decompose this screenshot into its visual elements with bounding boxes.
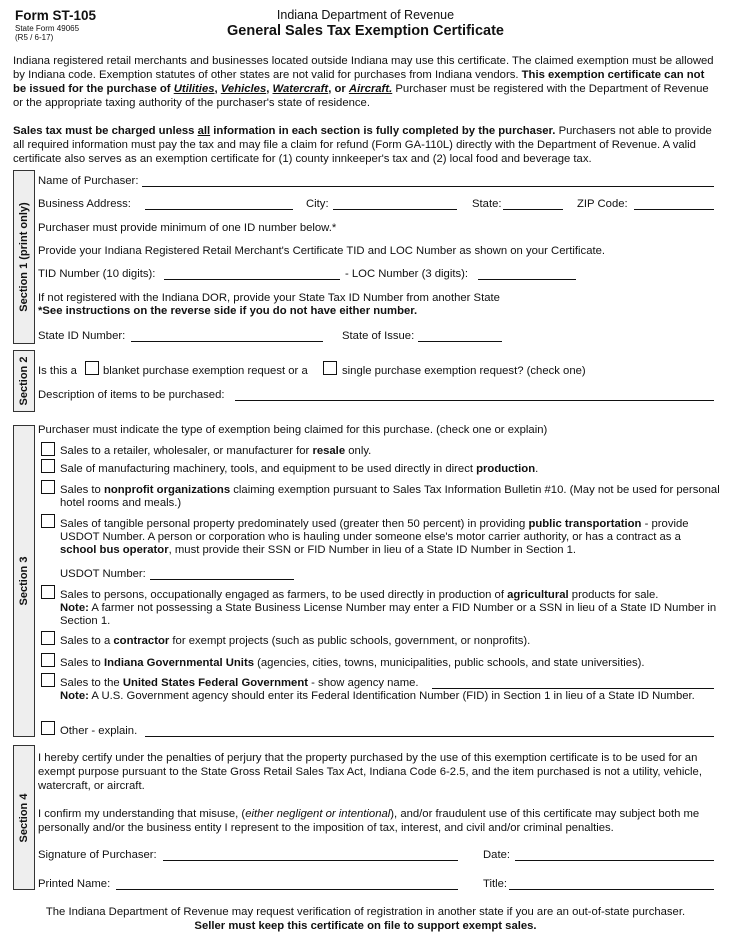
public-transportation-option bbox=[60, 518, 720, 557]
fed-text-c: - show agency name. bbox=[311, 677, 419, 689]
transport-text-c: - provide USDOT Number. A person or corporation who is hauling under someone else's motor carrier authority, or has a contract as a bbox=[60, 518, 689, 543]
blanket-purchase-checkbox[interactable] bbox=[85, 361, 99, 375]
loc-number-field[interactable] bbox=[478, 279, 576, 280]
signature-field[interactable] bbox=[163, 860, 458, 861]
certification-text: I hereby certify under the penalties of perjury that the property purchased by the use of this exemption certificate is to be used for an exempt purpose pursuant to the State Gross Retail Sales Tax Act, Indiana Code 6-2.5, and the item purchased is not a utility, vehicle, watercraft, or aircraft. bbox=[38, 752, 702, 792]
printed-name-field[interactable] bbox=[116, 889, 458, 890]
state-id-label: State ID Number: bbox=[38, 330, 126, 342]
section-1-label: Section 1 (print only) bbox=[18, 202, 30, 312]
zip-code-field[interactable] bbox=[634, 209, 714, 210]
is-this-label: Is this a bbox=[38, 365, 77, 377]
purchaser-name-label: Name of Purchaser: bbox=[38, 175, 139, 187]
agency-name-field[interactable] bbox=[432, 688, 714, 689]
city-field[interactable] bbox=[333, 209, 457, 210]
intro-bold-b: information in each section is fully completed by the purchaser. bbox=[213, 125, 556, 137]
gov-bold: Indiana Governmental Units bbox=[103, 657, 254, 669]
resale-option bbox=[60, 445, 720, 458]
title-field[interactable] bbox=[509, 889, 714, 890]
city-label: City: bbox=[306, 198, 329, 210]
state-of-issue-label: State of Issue: bbox=[342, 330, 415, 342]
contractor-text-c: for exempt projects (such as public schools, government, or nonprofits). bbox=[172, 635, 531, 647]
id-minimum-note: Purchaser must provide minimum of one ID number below.* bbox=[38, 222, 337, 234]
nonprofit-option bbox=[60, 484, 720, 510]
contractor-checkbox[interactable] bbox=[41, 631, 55, 645]
intro-paragraph-1: Indiana registered retail merchants and businesses located outside Indiana may use this certificate. The claimed exemption must be allowed by Indiana code. Exemption statutes of other states are not valid for purchases from Indiana vendors. This exemption certificate can not be issued for the purchase of Utilities, Vehicles, Watercraft, or Aircraft. Purchaser must be registered with the Department of Revenue or the appropriate taxing authority of the purchaser's state of residence. bbox=[13, 55, 714, 109]
other-checkbox[interactable] bbox=[41, 721, 55, 735]
intro-bold: This exemption certificate can not be issued for the purchase of bbox=[13, 69, 705, 95]
agricultural-note: A farmer not possessing a State Business License Number may enter a FID Number or a SSN in lieu of a State ID Number in Section 1. bbox=[60, 602, 717, 627]
resale-bold: resale bbox=[312, 445, 346, 457]
state-field[interactable] bbox=[503, 209, 563, 210]
zip-code-label: ZIP Code: bbox=[577, 198, 628, 210]
manufacturing-text: Sale of manufacturing machinery, tools, and equipment to be used directly in direct bbox=[60, 463, 473, 475]
description-field[interactable] bbox=[235, 400, 714, 401]
misuse-acknowledgement bbox=[38, 807, 718, 835]
exemption-type-intro: Purchaser must indicate the type of exemption being claimed for this purchase. (check one or explain) bbox=[38, 424, 548, 436]
section-4-label: Section 4 bbox=[18, 793, 30, 842]
agricultural-bold: agricultural bbox=[507, 589, 569, 601]
verification-note: The Indiana Department of Revenue may request verification of registration in another state if you are an out-of-state purchaser. bbox=[45, 906, 686, 918]
state-of-issue-field[interactable] bbox=[418, 341, 502, 342]
nonprofit-bold: nonprofit organizations bbox=[103, 484, 231, 496]
single-purchase-checkbox[interactable] bbox=[323, 361, 337, 375]
resale-checkbox[interactable] bbox=[41, 442, 55, 456]
fed-note-label: Note: bbox=[60, 690, 89, 702]
other-explain-field[interactable] bbox=[145, 736, 714, 737]
section-2-tab bbox=[13, 350, 35, 412]
business-address-field[interactable] bbox=[145, 209, 293, 210]
intro-paragraph-2 bbox=[13, 124, 719, 166]
see-instructions-note: *See instructions on the reverse side if you do not have either number. bbox=[38, 305, 418, 317]
intro-vehicles: Vehicles bbox=[220, 83, 267, 95]
intro-aircraft: Aircraft. bbox=[348, 83, 393, 95]
intro-or: , or bbox=[328, 83, 346, 95]
fed-bold: United States Federal Government bbox=[122, 677, 309, 689]
section-1-tab bbox=[13, 170, 35, 344]
public-transportation-checkbox[interactable] bbox=[41, 514, 55, 528]
agricultural-checkbox[interactable] bbox=[41, 585, 55, 599]
state-form-number: State Form 49065 bbox=[15, 24, 80, 33]
section-4-tab bbox=[13, 745, 35, 890]
intro-text: Indiana registered retail merchants and businesses located outside Indiana may use this certificate. The claimed exemption must be allowed by Indiana code. Exemption statutes of other states are not valid for purchases from Indiana vendors. bbox=[13, 55, 714, 81]
nonprofit-checkbox[interactable] bbox=[41, 480, 55, 494]
confirm-text-b: ), and/or fraudulent use of this certificate may subject both me personally and/or the business entity I represent to the imposition of tax, interest, and civil and/or criminal penalties. bbox=[38, 808, 700, 834]
tid-number-field[interactable] bbox=[164, 279, 340, 280]
intro-registration: Purchaser must be registered with the Department of Revenue or the appropriate taxing authority of the purchaser's state of residence. bbox=[13, 83, 709, 109]
transport-text-e: , must provide their SSN or FID Number in lieu of a State ID Number in Section 1. bbox=[168, 544, 577, 556]
title-label: Title: bbox=[483, 878, 508, 890]
signature-label: Signature of Purchaser: bbox=[38, 849, 157, 861]
other-explain-label: Other - explain. bbox=[60, 725, 138, 737]
nonprofit-text-c: claiming exemption pursuant to Sales Tax Information Bulletin #10. (May not be used for personal hotel rooms and meals.) bbox=[60, 484, 720, 509]
manufacturing-bold: production bbox=[476, 463, 536, 475]
manufacturing-option bbox=[60, 463, 720, 476]
federal-government-option bbox=[60, 677, 720, 703]
gov-text-a: Sales to bbox=[60, 657, 101, 669]
loc-number-label: - LOC Number (3 digits): bbox=[345, 268, 469, 280]
fed-text-a: Sales to the bbox=[60, 677, 120, 689]
state-id-field[interactable] bbox=[131, 341, 323, 342]
contractor-bold: contractor bbox=[113, 635, 170, 647]
section-2-label: Section 2 bbox=[18, 356, 30, 406]
confirm-text-a: I confirm my understanding that misuse, ( bbox=[38, 808, 246, 820]
fed-note: A U.S. Government agency should enter its Federal Identification Number (FID) in Section 1 in lieu of a State ID Number. bbox=[91, 690, 695, 702]
blanket-purchase-label: blanket purchase exemption request or a bbox=[103, 365, 308, 377]
contractor-text-a: Sales to a bbox=[60, 635, 111, 647]
manufacturing-checkbox[interactable] bbox=[41, 459, 55, 473]
usdot-number-label: USDOT Number: bbox=[60, 568, 146, 580]
school-bus-operator-bold: school bus operator bbox=[60, 544, 169, 556]
date-field[interactable] bbox=[515, 860, 714, 861]
intro-utilities: Utilities bbox=[173, 83, 215, 95]
not-registered-note: If not registered with the Indiana DOR, provide your State Tax ID Number from another State bbox=[38, 292, 500, 304]
contractor-option bbox=[60, 635, 720, 648]
state-label: State: bbox=[472, 198, 502, 210]
agricultural-text-a: Sales to persons, occupationally engaged as farmers, to be used directly in production of bbox=[60, 589, 504, 601]
federal-government-checkbox[interactable] bbox=[41, 673, 55, 687]
agricultural-text-c: products for sale. bbox=[571, 589, 659, 601]
single-purchase-label: single purchase exemption request? (check one) bbox=[342, 365, 586, 377]
business-address-label: Business Address: bbox=[38, 198, 131, 210]
form-id: Form ST-105 bbox=[15, 8, 97, 23]
intro-bold-a: Sales tax must be charged unless bbox=[13, 125, 195, 137]
governmental-units-option bbox=[60, 657, 720, 670]
tid-number-label: TID Number (10 digits): bbox=[38, 268, 156, 280]
resale-text: Sales to a retailer, wholesaler, or manufacturer for bbox=[60, 445, 310, 457]
governmental-units-checkbox[interactable] bbox=[41, 653, 55, 667]
gov-text-c: (agencies, cities, towns, municipalities, public schools, and state universities). bbox=[257, 657, 645, 669]
usdot-number-field[interactable] bbox=[150, 579, 294, 580]
confirm-italic: either negligent or intentional bbox=[245, 808, 391, 820]
resale-only: only. bbox=[348, 445, 372, 457]
manufacturing-period: . bbox=[535, 463, 539, 475]
revision-date: (R5 / 6-17) bbox=[15, 33, 54, 42]
agricultural-note-label: Note: bbox=[60, 602, 89, 614]
transport-text-a: Sales of tangible personal property predominately used (greater then 50 percent) in providing bbox=[60, 518, 526, 530]
agricultural-option bbox=[60, 589, 720, 628]
section-3-tab bbox=[13, 425, 35, 737]
description-label: Description of items to be purchased: bbox=[38, 389, 225, 401]
date-label: Date: bbox=[483, 849, 511, 861]
intro-refund-text: Purchasers not able to provide all required information must pay the tax and may file a claim for refund (Form GA-110L) directly with the Department of Revenue. A valid certificate also serves as an exemption certificate for (1) county innkeeper's tax and (2) local food and beverage tax. bbox=[13, 125, 712, 165]
page-title: General Sales Tax Exemption Certificate bbox=[227, 23, 504, 39]
provide-tid-note: Provide your Indiana Registered Retail Merchant's Certificate TID and LOC Number as shown on your Certificate. bbox=[38, 245, 606, 257]
seller-retention-note: Seller must keep this certificate on file to support exempt sales. bbox=[194, 920, 537, 932]
nonprofit-text-a: Sales to bbox=[60, 484, 101, 496]
purchaser-name-field[interactable] bbox=[142, 186, 714, 187]
intro-watercraft: Watercraft bbox=[272, 83, 329, 95]
printed-name-label: Printed Name: bbox=[38, 878, 111, 890]
agency-name: Indiana Department of Revenue bbox=[276, 8, 455, 22]
section-3-label: Section 3 bbox=[18, 556, 30, 606]
intro-all: all bbox=[197, 125, 211, 137]
transport-bold: public transportation bbox=[528, 518, 642, 530]
